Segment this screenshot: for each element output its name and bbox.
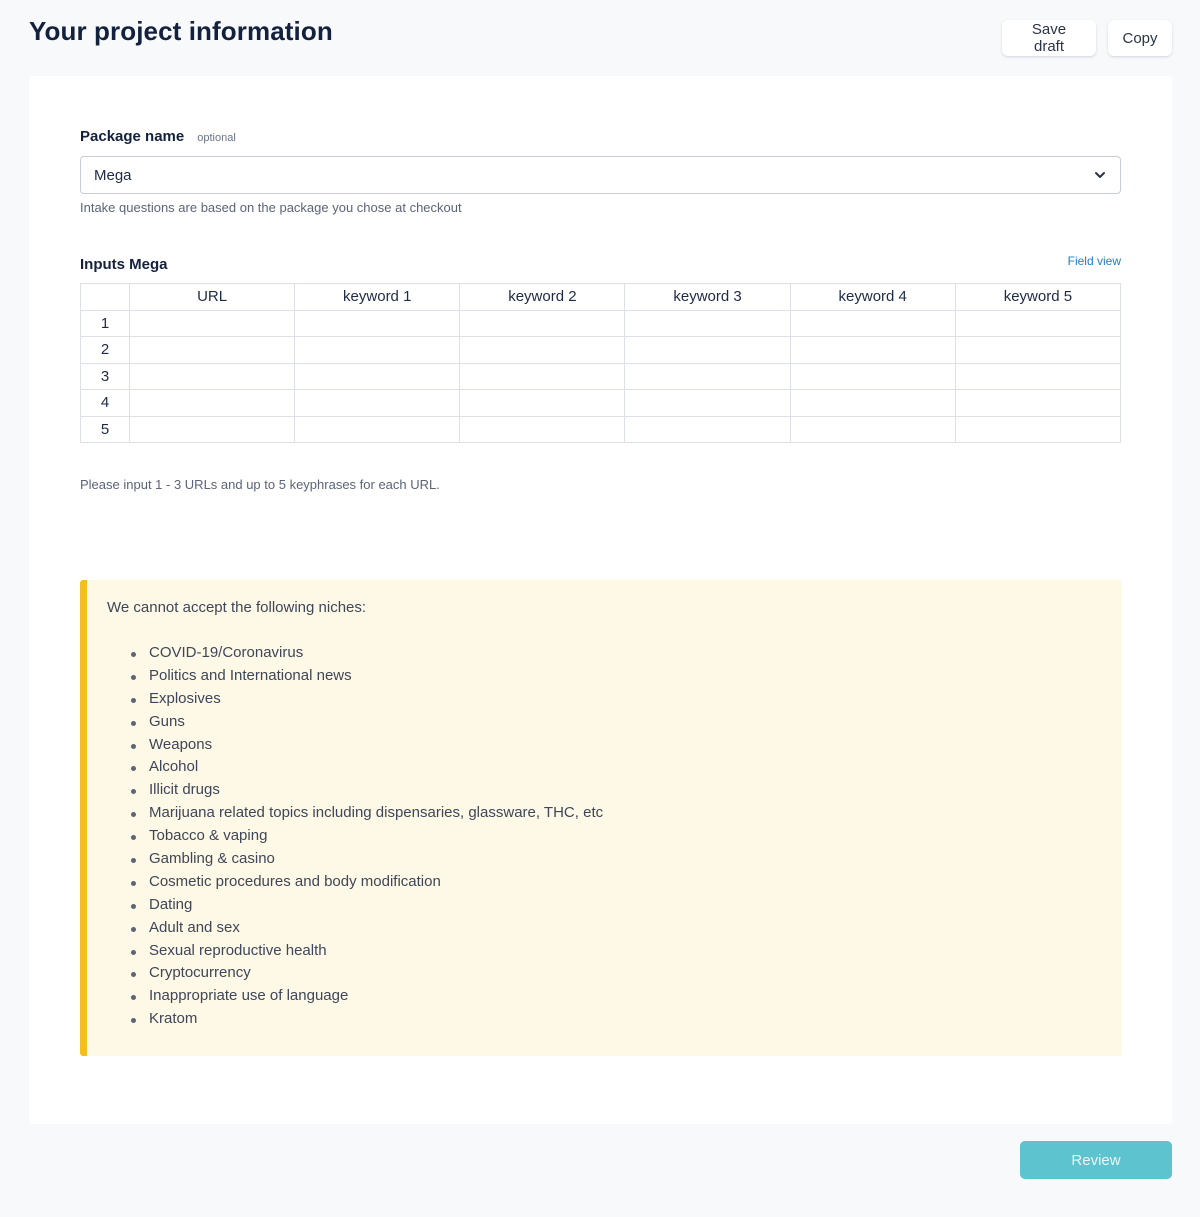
keyword-cell[interactable]: [625, 363, 790, 390]
table-row: [81, 337, 1121, 364]
column-header-keyword-2: keyword 2: [460, 284, 625, 311]
list-item: Weapons: [129, 734, 603, 757]
keyword-cell[interactable]: [955, 363, 1120, 390]
list-item: Tobacco & vaping: [129, 825, 603, 848]
keyword-cell[interactable]: [625, 337, 790, 364]
row-number: 5: [81, 416, 130, 443]
list-item: Cryptocurrency: [129, 962, 603, 985]
form-card: [29, 76, 1172, 1124]
keyword-cell[interactable]: [955, 337, 1120, 364]
list-item: Sexual reproductive health: [129, 940, 603, 963]
keyword-cell[interactable]: [295, 416, 460, 443]
chevron-down-icon: [1093, 168, 1107, 182]
inputs-title: Inputs Mega: [80, 256, 168, 273]
copy-button[interactable]: Copy: [1108, 20, 1172, 56]
column-header-keyword-1: keyword 1: [295, 284, 460, 311]
warning-title: We cannot accept the following niches:: [107, 599, 367, 616]
keyword-cell[interactable]: [295, 310, 460, 337]
keyword-cell[interactable]: [955, 390, 1120, 417]
row-number: 3: [81, 363, 130, 390]
list-item: Dating: [129, 894, 603, 917]
keyword-cell[interactable]: [460, 363, 625, 390]
column-header-url: URL: [130, 284, 295, 311]
save-draft-button[interactable]: Save draft: [1002, 20, 1096, 56]
table-row: [81, 390, 1121, 417]
package-name-label: Package name: [80, 128, 185, 145]
keyword-cell[interactable]: [790, 416, 955, 443]
keyword-cell[interactable]: [295, 337, 460, 364]
table-row: [81, 416, 1121, 443]
list-item: Kratom: [129, 1008, 603, 1031]
package-help-text: Intake questions are based on the package you chose at checkout: [80, 200, 462, 215]
keyword-cell[interactable]: [790, 310, 955, 337]
keyword-cell[interactable]: [460, 390, 625, 417]
niche-warning-callout: [80, 580, 1122, 1056]
url-cell[interactable]: [130, 390, 295, 417]
url-cell[interactable]: [130, 310, 295, 337]
review-button[interactable]: Review: [1020, 1141, 1172, 1179]
url-cell[interactable]: [130, 337, 295, 364]
keyword-cell[interactable]: [460, 310, 625, 337]
keyword-cell[interactable]: [625, 390, 790, 417]
keyword-cell[interactable]: [460, 337, 625, 364]
row-number: 4: [81, 390, 130, 417]
keyword-cell[interactable]: [955, 310, 1120, 337]
keyword-cell[interactable]: [955, 416, 1120, 443]
row-number: 2: [81, 337, 130, 364]
url-cell[interactable]: [130, 416, 295, 443]
niche-list: [129, 642, 603, 1031]
keyword-cell[interactable]: [790, 390, 955, 417]
keyword-cell[interactable]: [790, 363, 955, 390]
list-item: Politics and International news: [129, 665, 603, 688]
list-item: Adult and sex: [129, 917, 603, 940]
keyword-cell[interactable]: [295, 390, 460, 417]
list-item: Explosives: [129, 688, 603, 711]
column-header-keyword-5: keyword 5: [955, 284, 1120, 311]
inputs-table: [80, 283, 1121, 443]
page-title: Your project information: [29, 16, 333, 46]
url-cell[interactable]: [130, 363, 295, 390]
table-row: [81, 310, 1121, 337]
list-item: Marijuana related topics including dispensaries, glassware, THC, etc: [129, 802, 603, 825]
table-row: [81, 363, 1121, 390]
package-label-row: [80, 128, 236, 145]
inputs-note: Please input 1 - 3 URLs and up to 5 keyphrases for each URL.: [80, 477, 440, 492]
list-item: Alcohol: [129, 756, 603, 779]
column-header-keyword-3: keyword 3: [625, 284, 790, 311]
package-select-value: Mega: [94, 166, 132, 184]
list-item: Gambling & casino: [129, 848, 603, 871]
list-item: Guns: [129, 711, 603, 734]
row-number: 1: [81, 310, 130, 337]
package-select[interactable]: [80, 156, 1121, 194]
list-item: Inappropriate use of language: [129, 985, 603, 1008]
keyword-cell[interactable]: [625, 416, 790, 443]
keyword-cell[interactable]: [295, 363, 460, 390]
keyword-cell[interactable]: [790, 337, 955, 364]
list-item: Illicit drugs: [129, 779, 603, 802]
keyword-cell[interactable]: [625, 310, 790, 337]
list-item: COVID-19/Coronavirus: [129, 642, 603, 665]
optional-tag: optional: [197, 132, 236, 144]
column-header-keyword-4: keyword 4: [790, 284, 955, 311]
table-header-row: [81, 284, 1121, 311]
list-item: Cosmetic procedures and body modification: [129, 871, 603, 894]
keyword-cell[interactable]: [460, 416, 625, 443]
field-view-link[interactable]: Field view: [1067, 254, 1121, 268]
corner-cell: [81, 284, 130, 311]
